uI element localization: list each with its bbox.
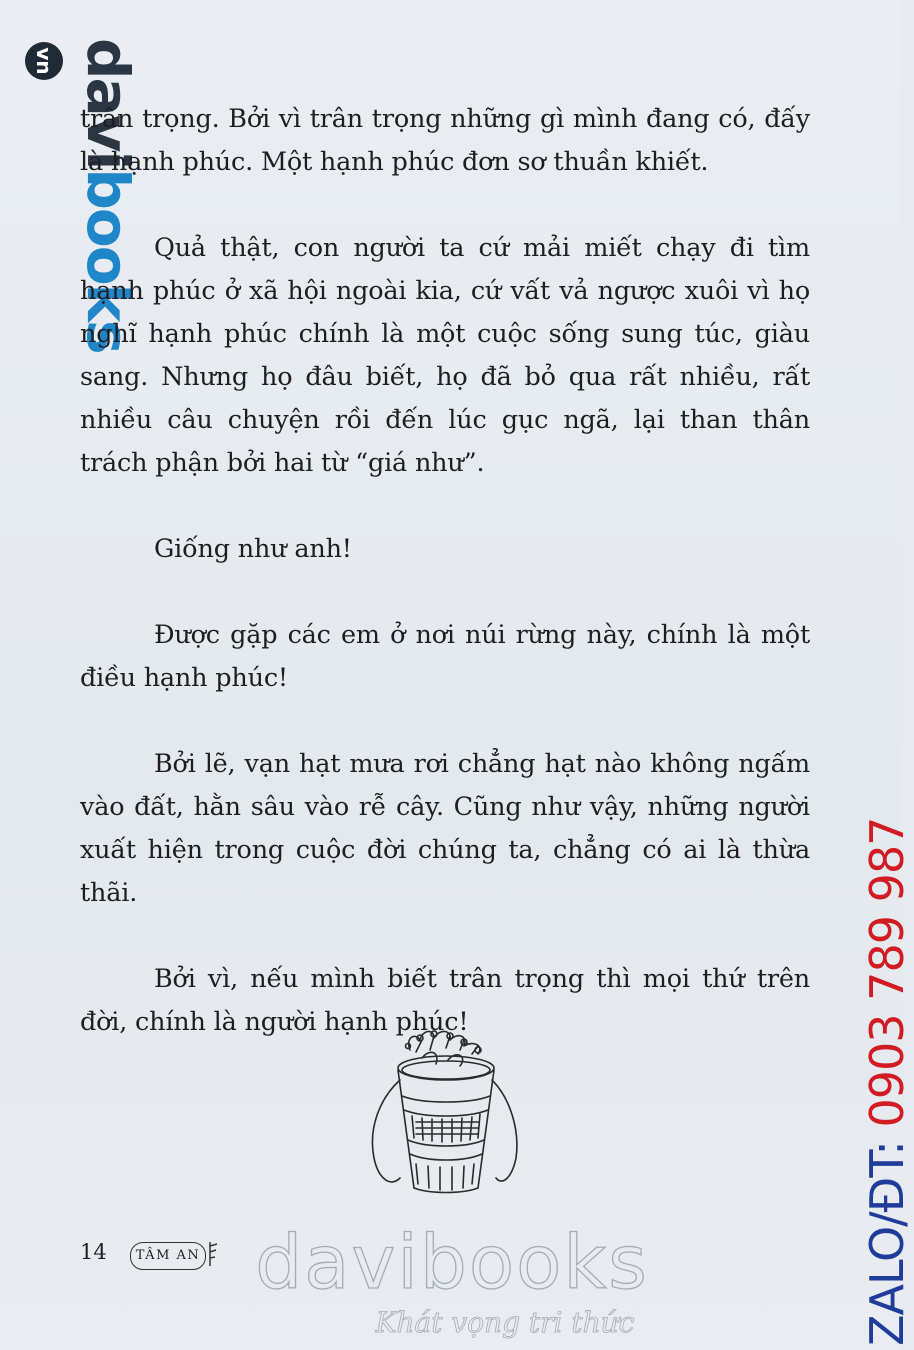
logo-suffix: vn — [25, 42, 63, 80]
page-number: 14 — [80, 1240, 107, 1264]
basket-with-flowers-icon — [360, 1018, 540, 1208]
paragraph-2: Quả thật, con người ta cứ mải miết chạy đi tìm hạnh phúc ở xã hội ngoài kia, cứ vất vả ngược xuôi vì họ nghĩ hạnh phúc chính là một cuộc sống sung túc, giàu sang. Nhưng họ đâu biết, họ đã bỏ qua rất nhiều, rất nhiều câu chuyện rồi đến lúc gục ngã, lại than thân trách phận bởi hai từ “giá như”. — [80, 233, 810, 478]
watermark-logo: davibooks — [255, 1220, 649, 1306]
ornament-icon — [206, 1240, 220, 1268]
contact-phone: 0903 789 987 — [860, 817, 914, 1128]
contact-banner — [862, 818, 912, 1346]
logo-text-a: davi — [74, 38, 142, 169]
watermark-slogan: Khát vọng tri thức — [375, 1306, 635, 1339]
paragraph-4: Được gặp các em ở nơi núi rừng này, chính là một điều hạnh phúc! — [80, 620, 810, 693]
paragraph-3: Giống như anh! — [154, 534, 352, 564]
paragraph-6: Bởi vì, nếu mình biết trân trọng thì mọi thứ trên đời, chính là người hạnh phúc! — [80, 964, 810, 1037]
contact-label: ZALO/ĐT: — [860, 1127, 914, 1346]
page-body-text — [80, 98, 810, 1044]
logo-text-b: books — [74, 168, 142, 353]
paragraph-5: Bởi lẽ, vạn hạt mưa rơi chẳng hạt nào không ngấm vào đất, hằn sâu vào rễ cây. Cũng như vậy, những người xuất hiện trong cuộc đời chúng ta, chẳng có ai là thừa thãi. — [80, 749, 810, 908]
paragraph-1: trân trọng. Bởi vì trân trọng những gì mình đang có, đấy là hạnh phúc. Một hạnh phúc đơn sơ thuần khiết. — [80, 104, 810, 177]
book-title-tag: TÂM AN — [130, 1242, 206, 1270]
